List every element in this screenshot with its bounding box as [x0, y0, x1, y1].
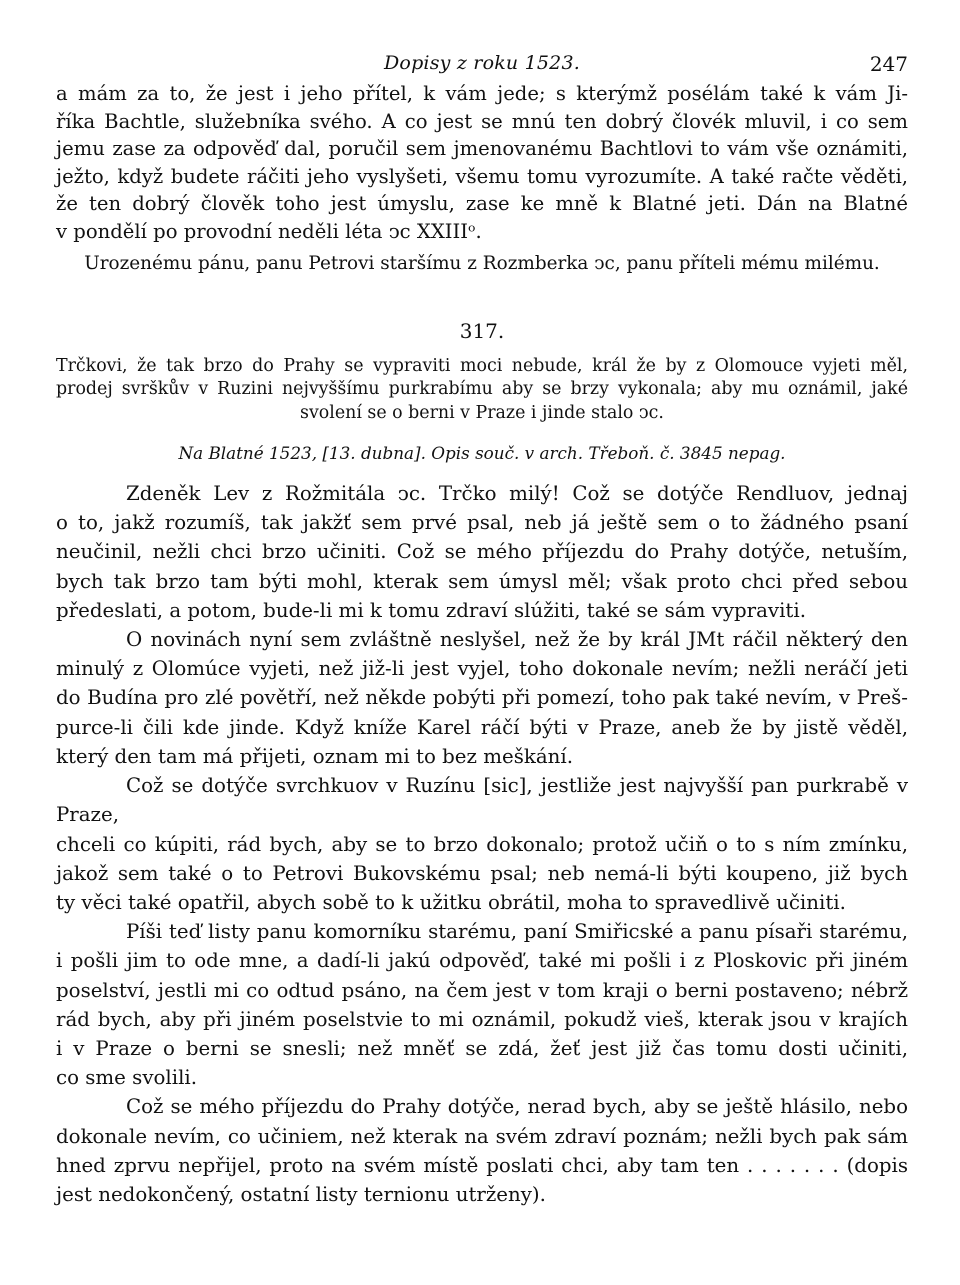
- running-header: [56, 52, 908, 80]
- paragraph: [56, 771, 908, 917]
- text-line: ježto, když budete ráčiti jeho vyslyšeti, všemu tomu vyrozumíte. A také račte věděti,: [56, 164, 908, 188]
- document-page: [56, 52, 908, 1209]
- text-line: ty věci také opatřil, abych sobě to k užitku obrátil, moha to spravedlivě učiniti.: [56, 890, 846, 914]
- paragraph: [56, 479, 908, 625]
- paragraph: [56, 1092, 908, 1209]
- text-line: neučinil, nežli chci brzo učiniti. Což se mého příjezdu do Prahy dotýče, netuším,: [56, 540, 908, 564]
- summary-line: prodej svrškův v Ruzini nejvyššímu purkrabímu aby se brzy vykonala; aby mu oznámil, jaké: [56, 379, 908, 400]
- text-line: Což se dotýče svrchkuov v Ruzínu [sic], jestliže jest najvyšší pan purkrabě v Praze,: [56, 774, 908, 827]
- summary-line: Trčkovi, že tak brzo do Prahy se vypraviti moci nebude, král že by z Olomouce vyjeti měl,: [56, 355, 908, 376]
- summary-line: svolení se o berni v Praze i jinde stalo ↄc.: [300, 402, 664, 423]
- text-line: i v Praze o berni se snesli; než mněť se zdá, žeť jest již čas tomu dosti učiniti,: [56, 1036, 908, 1060]
- source-note: Na Blatné 1523, [13. dubna]. Opis souč. v arch. Třeboň. č. 3845 nepag.: [178, 443, 786, 464]
- text-line: chceli co kúpiti, rád bych, aby se to brzo dokonalo; protož učiň o to s ním zmínku,: [56, 832, 908, 856]
- letter-number: 317.: [459, 318, 505, 343]
- text-line: předeslati, a potom, bude-li mi k tomu zdraví slúžiti, také se sám vypraviti.: [56, 598, 806, 622]
- text-line: Píši teď listy panu komorníku starému, paní Smiřicské a panu písaři starému,: [126, 920, 908, 944]
- page-number: 247: [869, 52, 908, 76]
- text-line: dokonale nevím, co učiniem, než kterak na svém zdraví poznám; nežli bych pak sám: [56, 1124, 908, 1148]
- text-line: o to, jakž rozumíš, tak jakžť sem prvé psal, neb já ještě sem o to žádného psaní: [56, 511, 908, 535]
- text-line: jest nedokončený, ostatní listy ternionu utrženy).: [56, 1182, 546, 1206]
- text-line: bych tak brzo tam býti mohl, kterak sem úmysl měl; však proto chci před sebou: [56, 569, 908, 593]
- paragraph: [56, 917, 908, 1092]
- text-line: Což se mého příjezdu do Prahy dotýče, nerad bych, aby se ještě hlásilo, nebo: [126, 1095, 908, 1119]
- text-line: hned zprvu nepřijel, proto na svém místě poslati chci, aby tam ten . . . . . . . (dopis: [56, 1153, 908, 1177]
- text-line: minulý z Olomúce vyjeti, než již-li jest vyjel, toho dokonale nevím; nežli neráčí jeti: [56, 657, 908, 681]
- running-title: Dopisy z roku 1523.: [384, 52, 580, 74]
- text-line: Zdeněk Lev z Rožmitála ↄc. Trčko milý! Což se dotýče Rendluov, jednaj: [126, 482, 908, 506]
- letter-address: Urozenému pánu, panu Petrovi staršímu z Rozmberka ↄc, panu příteli mému milému.: [84, 252, 880, 274]
- text-line: co sme svolili.: [56, 1066, 198, 1090]
- text-line: O novinách nyní sem zvláštně neslyšel, než že by král JMt ráčil některý den: [126, 628, 908, 652]
- text-line: poselství, jestli mi co odtud psáno, na čem jest v tom kraji o berni postaveno; nébrž: [56, 978, 908, 1002]
- text-line: že ten dobrý člověk toho jest úmyslu, zase ke mně k Blatné jeti. Dán na Blatné: [56, 192, 908, 216]
- text-line: i pošli jim to ode mne, a dadí-li jakú odpověď, také mi pošli i z Ploskovic při jiném: [56, 949, 908, 973]
- text-line: jakož sem také o to Petrovi Bukovskému psal; neb nemá-li býti koupeno, již bych: [56, 861, 908, 885]
- text-line: v pondělí po provodní neděli léta ↄc XXIIIᵒ.: [56, 219, 482, 243]
- text-line: rád bych, aby při jiném poselstvie to mi oznámil, pokudž vieš, kterak jsou v krajích: [56, 1007, 908, 1031]
- letter-316-ending: [56, 80, 908, 246]
- paragraph: [56, 625, 908, 771]
- text-line: purce-li čili kde jinde. Když kníže Karel ráčí býti v Praze, aneb že by jistě věděl,: [56, 715, 908, 739]
- text-line: a mám za to, že jest i jeho přítel, k vám jede; s kterýmž posélám také k vám Ji-: [56, 82, 908, 105]
- letter-summary: [56, 355, 908, 426]
- text-line: který den tam má přijeti, oznam mi to bez meškání.: [56, 744, 573, 768]
- letter-body: [56, 479, 908, 1209]
- text-line: do Budína pro zlé povětří, než někde pobýti při pomezí, toho pak také nevím, v Preš-: [56, 686, 908, 710]
- text-line: říka Bachtle, služebníka svého. A co jest se mnú ten dobrý človék mluvil, i co sem: [56, 109, 908, 133]
- text-line: jemu zase za odpověď dal, poručil sem jmenovanému Bachtlovi to vám vše oznámiti,: [56, 137, 908, 161]
